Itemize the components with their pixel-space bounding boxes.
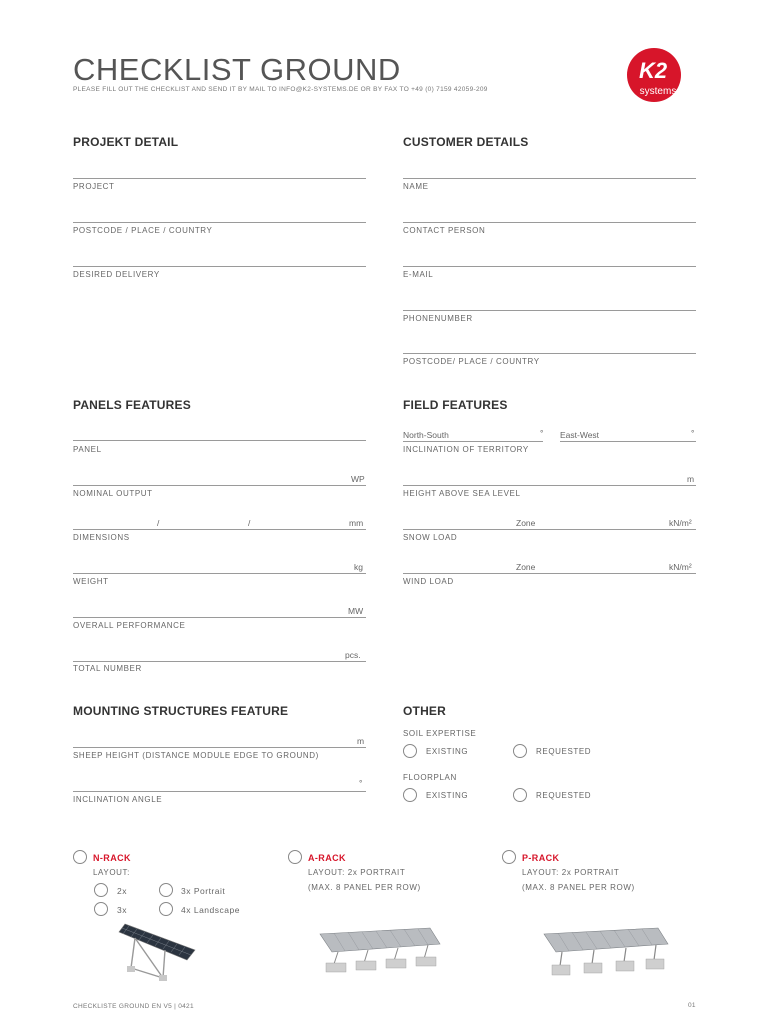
a-rack-title: A-RACK	[308, 853, 346, 863]
name-line[interactable]	[403, 178, 696, 179]
dim-sep-1: /	[157, 518, 160, 528]
snow-label: SNOW LOAD	[403, 533, 458, 542]
other-heading: OTHER	[403, 704, 446, 718]
sheep-label: SHEEP HEIGHT (DISTANCE MODULE EDGE TO GROUND)	[73, 751, 319, 760]
delivery-label: DESIRED DELIVERY	[73, 270, 160, 279]
deg-2: °	[691, 428, 695, 438]
n-rack-4x-landscape-label: 4x Landscape	[181, 905, 240, 915]
deg-1: °	[540, 428, 544, 438]
n-rack-2x-label: 2x	[117, 886, 127, 896]
n-rack-3x-portrait-radio[interactable]	[159, 883, 173, 897]
north-south-label: North-South	[403, 430, 449, 440]
n-rack-2x-radio[interactable]	[94, 883, 108, 897]
logo-mark: K2	[638, 58, 668, 83]
contact-line[interactable]	[403, 222, 696, 223]
footer-doc-id: CHECKLISTE GROUND EN V5 | 0421	[73, 1003, 194, 1010]
nominal-unit: WP	[351, 474, 365, 484]
height-line[interactable]	[403, 485, 696, 486]
postcode-line[interactable]	[73, 222, 366, 223]
soil-existing-label: EXISTING	[426, 747, 469, 756]
n-rack-4x-landscape-radio[interactable]	[159, 902, 173, 916]
n-rack-layout: LAYOUT:	[93, 868, 130, 877]
name-label: NAME	[403, 182, 429, 191]
a-rack-image	[318, 926, 443, 976]
p-rack-layout: LAYOUT: 2x PORTRAIT	[522, 868, 620, 877]
dimensions-line[interactable]	[73, 529, 366, 530]
inclination-label: INCLINATION OF TERRITORY	[403, 445, 529, 454]
incl-unit: °	[359, 778, 363, 788]
cust-postcode-label: POSTCODE/ PLACE / COUNTRY	[403, 357, 540, 366]
project-heading: PROJEKT DETAIL	[73, 135, 179, 149]
soil-existing-radio[interactable]	[403, 744, 417, 758]
wind-zone: Zone	[516, 562, 536, 572]
k2-logo	[618, 48, 690, 102]
dim-sep-2: /	[248, 518, 251, 528]
project-label: PROJECT	[73, 182, 115, 191]
floor-requested-label: REQUESTED	[536, 791, 592, 800]
snow-unit: kN/m²	[669, 518, 692, 528]
delivery-line[interactable]	[73, 266, 366, 267]
nominal-line[interactable]	[73, 485, 366, 486]
floor-existing-label: EXISTING	[426, 791, 469, 800]
total-line[interactable]	[73, 661, 366, 662]
panel-label: PANEL	[73, 445, 102, 454]
n-rack-3x-radio[interactable]	[94, 902, 108, 916]
email-line[interactable]	[403, 266, 696, 267]
dim-unit: mm	[349, 518, 364, 528]
wind-label: WIND LOAD	[403, 577, 454, 586]
email-label: E-MAIL	[403, 270, 434, 279]
postcode-label: POSTCODE / PLACE / COUNTRY	[73, 226, 213, 235]
page-number: 01	[688, 1002, 696, 1009]
page-subtitle: PLEASE FILL OUT THE CHECKLIST AND SEND IT BY MAIL TO INFO@K2-SYSTEMS.DE OR BY FAX TO +49 (0) 7159 42059-209	[73, 86, 488, 93]
contact-label: CONTACT PERSON	[403, 226, 486, 235]
floor-existing-radio[interactable]	[403, 788, 417, 802]
dimensions-label: DIMENSIONS	[73, 533, 130, 542]
weight-line[interactable]	[73, 573, 366, 574]
panels-heading: PANELS FEATURES	[73, 398, 191, 412]
total-unit: pcs.	[345, 650, 361, 660]
n-rack-title: N-RACK	[93, 853, 131, 863]
floor-requested-radio[interactable]	[513, 788, 527, 802]
customer-heading: CUSTOMER DETAILS	[403, 135, 529, 149]
height-unit: m	[687, 474, 695, 484]
mounting-heading: MOUNTING STRUCTURES FEATURE	[73, 704, 289, 718]
weight-label: WEIGHT	[73, 577, 109, 586]
floor-label: FLOORPLAN	[403, 773, 457, 782]
nominal-label: NOMINAL OUTPUT	[73, 489, 153, 498]
logo-text: systems	[639, 86, 677, 97]
incl-label: INCLINATION ANGLE	[73, 795, 163, 804]
a-rack-radio[interactable]	[288, 850, 302, 864]
p-rack-image	[542, 926, 672, 978]
n-rack-radio[interactable]	[73, 850, 87, 864]
panel-line[interactable]	[73, 440, 366, 441]
height-label: HEIGHT ABOVE SEA LEVEL	[403, 489, 521, 498]
a-rack-max: (MAX. 8 PANEL PER ROW)	[308, 883, 421, 892]
soil-requested-label: REQUESTED	[536, 747, 592, 756]
wind-unit: kN/m²	[669, 562, 692, 572]
p-rack-max: (MAX. 8 PANEL PER ROW)	[522, 883, 635, 892]
a-rack-layout: LAYOUT: 2x PORTRAIT	[308, 868, 406, 877]
sheep-line[interactable]	[73, 747, 366, 748]
snow-line[interactable]	[403, 529, 696, 530]
soil-requested-radio[interactable]	[513, 744, 527, 758]
east-west-label: East-West	[560, 430, 600, 440]
page-title: CHECKLIST GROUND	[73, 52, 401, 87]
sheep-unit: m	[357, 736, 365, 746]
snow-zone: Zone	[516, 518, 536, 528]
weight-unit: kg	[354, 562, 363, 572]
p-rack-radio[interactable]	[502, 850, 516, 864]
phone-line[interactable]	[403, 310, 696, 311]
overall-line[interactable]	[73, 617, 366, 618]
p-rack-title: P-RACK	[522, 853, 560, 863]
soil-label: SOIL EXPERTISE	[403, 729, 477, 738]
n-rack-image	[115, 920, 210, 985]
overall-label: OVERALL PERFORMANCE	[73, 621, 186, 630]
cust-postcode-line[interactable]	[403, 353, 696, 354]
project-line[interactable]	[73, 178, 366, 179]
east-west-line[interactable]	[560, 441, 696, 442]
phone-label: PHONENUMBER	[403, 314, 473, 323]
wind-line[interactable]	[403, 573, 696, 574]
north-south-line[interactable]	[403, 441, 543, 442]
overall-unit: MW	[348, 606, 364, 616]
field-heading: FIELD FEATURES	[403, 398, 508, 412]
n-rack-3x-label: 3x	[117, 905, 127, 915]
incl-line[interactable]	[73, 791, 366, 792]
total-label: TOTAL NUMBER	[73, 664, 142, 673]
n-rack-3x-portrait-label: 3x Portrait	[181, 886, 226, 896]
